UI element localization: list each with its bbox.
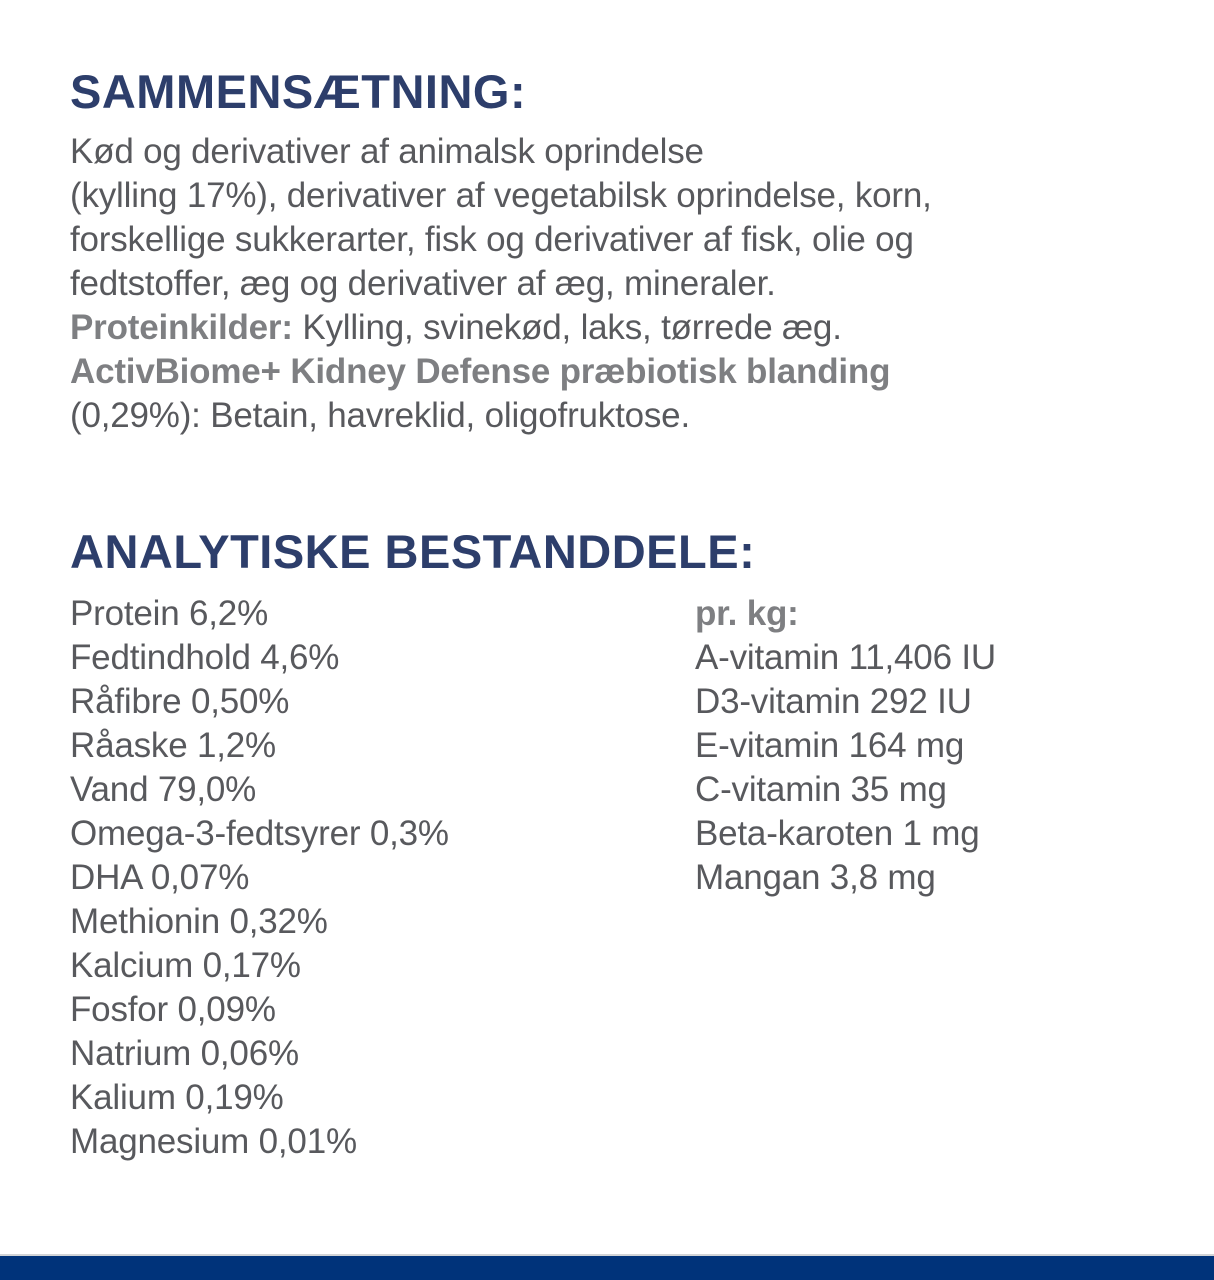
analytical-item: A-vitamin 11,406 IU — [695, 638, 996, 677]
composition-line: fedtstoffer, æg og derivativer af æg, mineraler. — [70, 264, 776, 303]
analytical-right-column — [695, 592, 1174, 900]
analytical-left-column — [70, 592, 695, 1164]
per-kg-header: pr. kg: — [695, 594, 799, 633]
analytical-item: E-vitamin 164 mg — [695, 726, 965, 765]
protein-sources-value: Kylling, svinekød, laks, tørrede æg. — [292, 308, 842, 347]
protein-sources-line — [70, 306, 1174, 350]
composition-line: (kylling 17%), derivativer af vegetabilsk oprindelse, korn, — [70, 176, 932, 215]
analytical-item: Vand 79,0% — [70, 770, 257, 809]
analytical-item: Methionin 0,32% — [70, 902, 328, 941]
analytical-item: C-vitamin 35 mg — [695, 770, 947, 809]
analytical-item: Protein 6,2% — [70, 594, 268, 633]
analytical-item: Magnesium 0,01% — [70, 1122, 357, 1161]
analytical-heading: ANALYTISKE BESTANDDELE: — [70, 525, 756, 578]
composition-heading: SAMMENSÆTNING: — [70, 65, 527, 118]
composition-paragraph — [70, 130, 1174, 438]
analytical-item: Mangan 3,8 mg — [695, 858, 936, 897]
activbiome-label: ActivBiome+ Kidney Defense præbiotisk blanding — [70, 352, 891, 391]
protein-sources-label: Proteinkilder: — [70, 308, 293, 347]
analytical-item: DHA 0,07% — [70, 858, 250, 897]
brand-footer-bar — [0, 1254, 1214, 1280]
analytical-columns — [70, 592, 1174, 1164]
analytical-item: Fedtindhold 4,6% — [70, 638, 340, 677]
analytical-item: Beta-karoten 1 mg — [695, 814, 980, 853]
analytical-item: D3-vitamin 292 IU — [695, 682, 972, 721]
analytical-item: Natrium 0,06% — [70, 1034, 299, 1073]
analytical-item: Råfibre 0,50% — [70, 682, 290, 721]
analytical-right-list — [695, 636, 1174, 900]
analytical-item: Fosfor 0,09% — [70, 990, 276, 1029]
analytical-item: Kalcium 0,17% — [70, 946, 301, 985]
analytical-item: Råaske 1,2% — [70, 726, 276, 765]
analytical-item: Kalium 0,19% — [70, 1078, 284, 1117]
composition-line: Kød og derivativer af animalsk oprindelse — [70, 132, 704, 171]
composition-line: forskellige sukkerarter, fisk og derivativer af fisk, olie og — [70, 220, 914, 259]
label-content — [0, 66, 1214, 1164]
activbiome-value: (0,29%): Betain, havreklid, oligofruktose. — [70, 396, 690, 435]
analytical-item: Omega-3-fedtsyrer 0,3% — [70, 814, 449, 853]
